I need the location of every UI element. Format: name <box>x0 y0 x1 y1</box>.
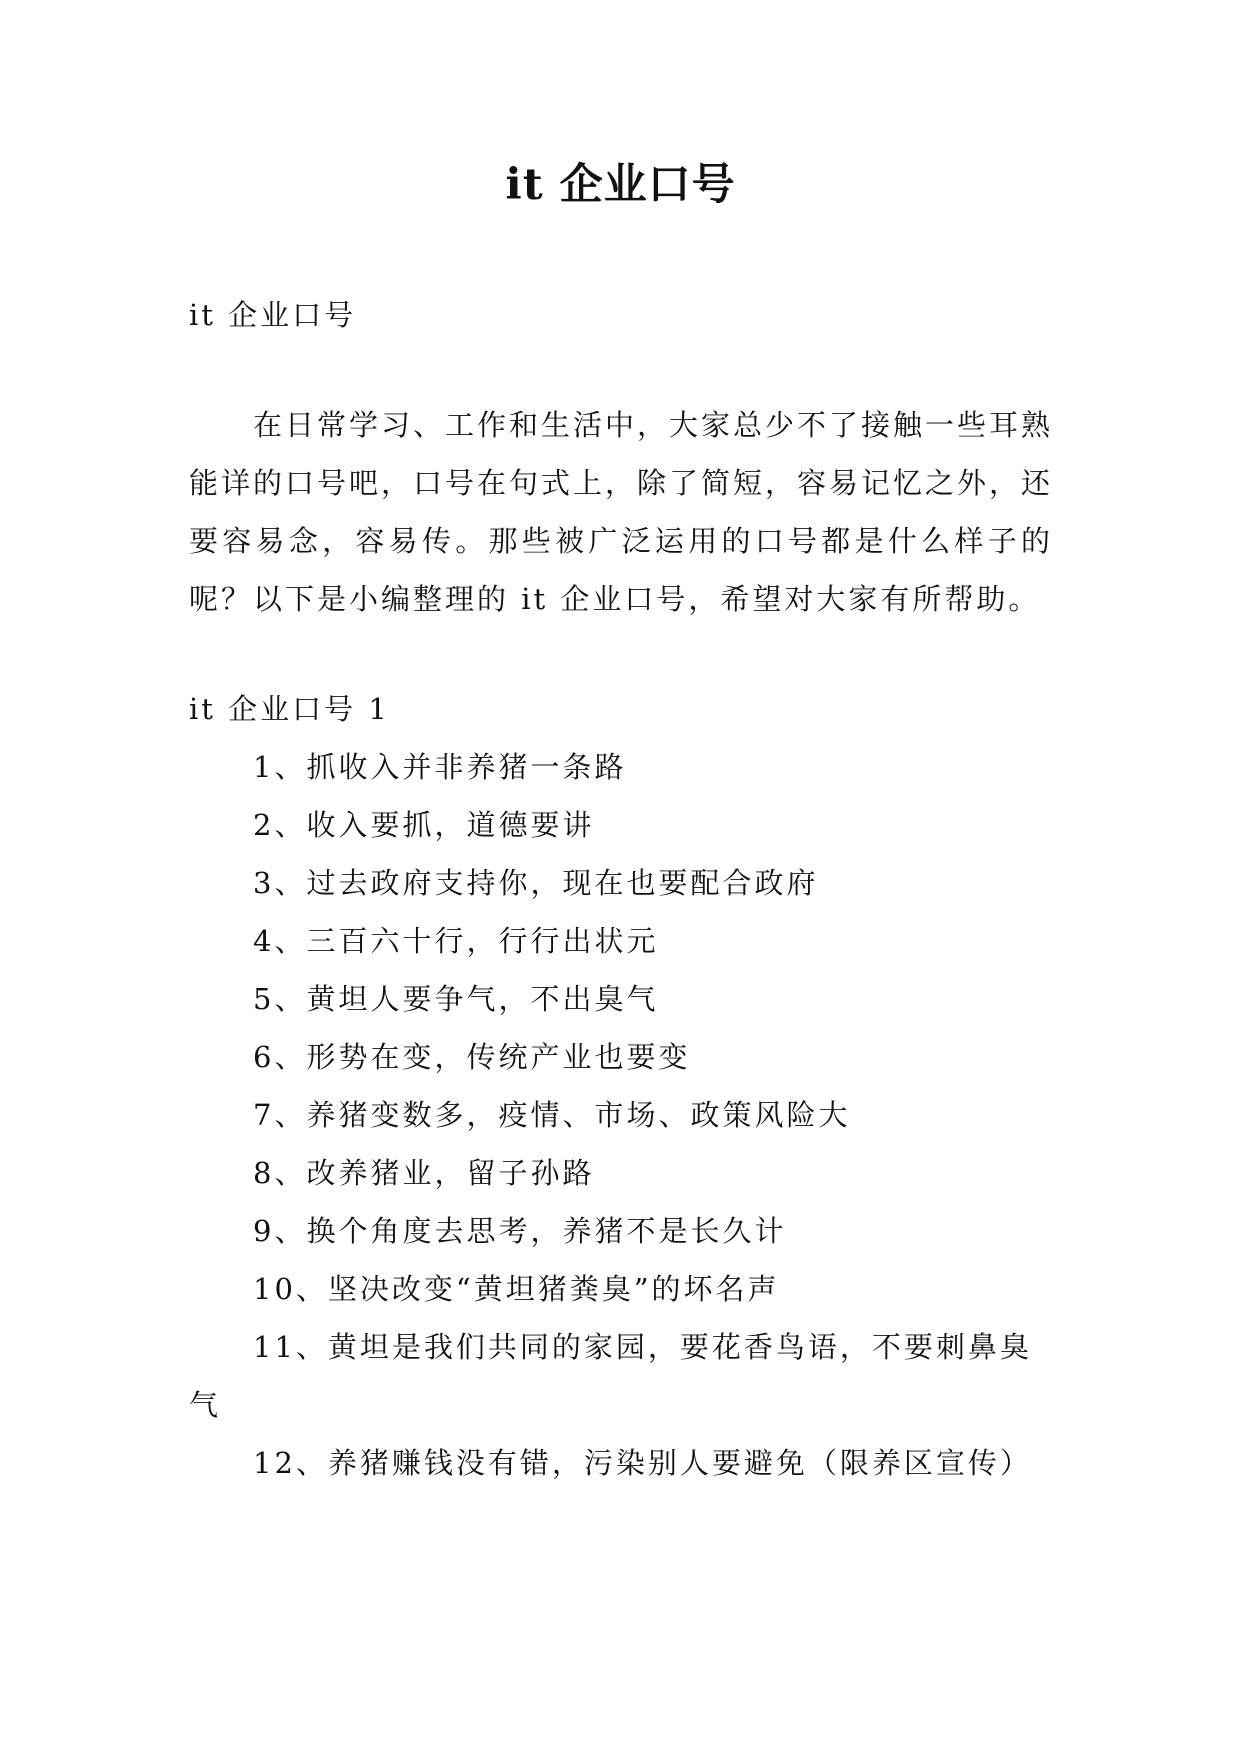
slogan-item-4: 4、三百六十行，行行出状元 <box>253 924 659 958</box>
slogan-item-7: 7、养猪变数多，疫情、市场、政策风险大 <box>253 1098 851 1132</box>
slogan-item-9: 9、换个角度去思考，养猪不是长久计 <box>253 1214 787 1248</box>
slogan-item-11: 11、黄坦是我们共同的家园，要花香鸟语，不要刺鼻臭气 <box>189 1330 1032 1422</box>
document-subtitle: it 企业口号 <box>189 298 357 332</box>
slogan-item-1: 1、抓收入并非养猪一条路 <box>253 750 627 784</box>
section-heading: it 企业口号 1 <box>189 692 390 726</box>
slogan-list <box>189 738 1053 1492</box>
document-body <box>189 286 1053 1492</box>
slogan-item-2: 2、收入要抓，道德要讲 <box>253 808 595 842</box>
slogan-item-12: 12、养猪赚钱没有错，污染别人要避免（限养区宣传） <box>253 1446 1032 1480</box>
slogan-item-10: 10、坚决改变“黄坦猪粪臭”的坏名声 <box>253 1272 780 1306</box>
slogan-item-8: 8、改养猪业，留子孙路 <box>253 1156 595 1190</box>
intro-paragraph: 在日常学习、工作和生活中，大家总少不了接触一些耳熟能详的口号吧，口号在句式上，除了简短，容易记忆之外，还要容易念，容易传。那些被广泛运用的口号都是什么样子的呢？以下是小编整理的 it 企业口号，希望对大家有所帮助。 <box>189 408 1054 616</box>
slogan-item-6: 6、形势在变，传统产业也要变 <box>253 1040 691 1074</box>
document-title: it 企业口号 <box>505 160 736 210</box>
slogan-item-3: 3、过去政府支持你，现在也要配合政府 <box>253 866 819 900</box>
slogan-item-5: 5、黄坦人要争气，不出臭气 <box>253 982 659 1016</box>
